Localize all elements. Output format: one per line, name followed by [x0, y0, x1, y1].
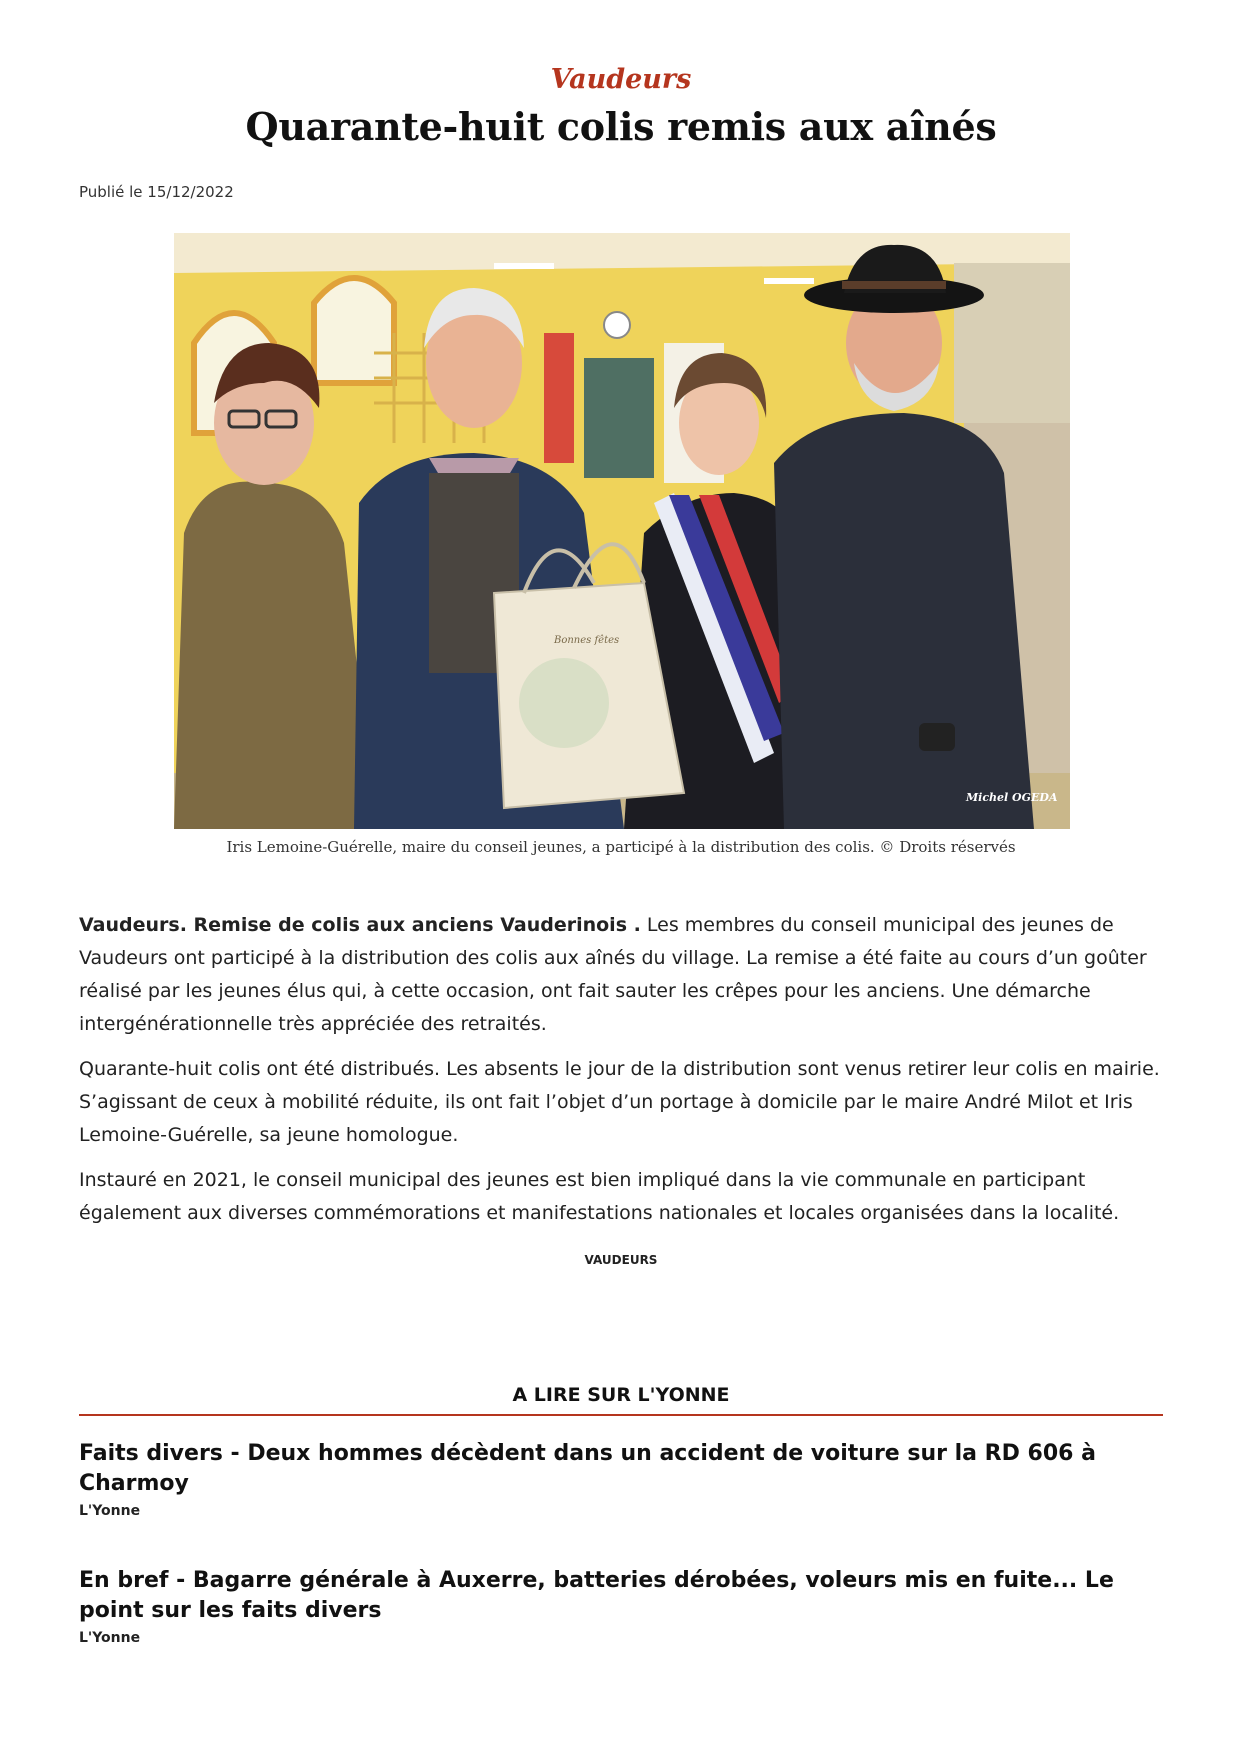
paragraph-1-text: Les membres du conseil municipal des jeunes de Vaudeurs ont participé à la distribution des colis aux aînés du village. La remise a été faite au cours d’un goûter réalisé par les jeunes élus qui, à cette occasion, ont fait sauter les crêpes pour les anciens. Une démarche intergénérationnelle très appréciée des retraités.	[79, 914, 1147, 1035]
related-item-source: L'Yonne	[79, 1630, 141, 1646]
lead-text: Vaudeurs. Remise de colis aux anciens Vauderinois .	[79, 914, 641, 936]
article-kicker[interactable]: Vaudeurs	[550, 64, 692, 95]
section-divider	[79, 1414, 1163, 1416]
related-item-source: L'Yonne	[79, 1503, 141, 1519]
paragraph-1	[79, 909, 1163, 1041]
paragraph-3: Instauré en 2021, le conseil municipal des jeunes est bien impliqué dans la vie communale en participant également aux diverses commémorations et manifestations nationales et locales organisées dans la localité.	[79, 1169, 1120, 1224]
article-photo[interactable]	[174, 233, 1070, 829]
article-title: Quarante-huit colis remis aux aînés	[245, 104, 997, 149]
related-item[interactable]	[79, 1566, 1163, 1646]
related-item[interactable]	[79, 1439, 1163, 1519]
photo-caption: Iris Lemoine-Guérelle, maire du conseil jeunes, a participé à la distribution des colis. © Droits réservés	[226, 838, 1016, 856]
photo-illustration	[174, 233, 1070, 829]
photo-signature: Michel OGEDA	[966, 791, 1058, 804]
related-item-title[interactable]: Faits divers - Deux hommes décèdent dans un accident de voiture sur la RD 606 à Charmoy	[79, 1441, 1096, 1496]
related-section-title: A LIRE SUR L'YONNE	[512, 1384, 730, 1406]
publish-date: Publié le 15/12/2022	[79, 183, 234, 201]
bag-label: Bonnes fêtes	[554, 635, 620, 646]
related-item-title[interactable]: En bref - Bagarre générale à Auxerre, batteries dérobées, voleurs mis en fuite... Le point sur les faits divers	[79, 1568, 1114, 1623]
article-body	[79, 909, 1163, 1242]
article-tag[interactable]: VAUDEURS	[584, 1253, 658, 1267]
paragraph-2: Quarante-huit colis ont été distribués. Les absents le jour de la distribution sont venus retirer leur colis en mairie. S’agissant de ceux à mobilité réduite, ils ont fait l’objet d’un portage à domicile par le maire André Milot et Iris Lemoine-Guérelle, sa jeune homologue.	[79, 1058, 1160, 1146]
